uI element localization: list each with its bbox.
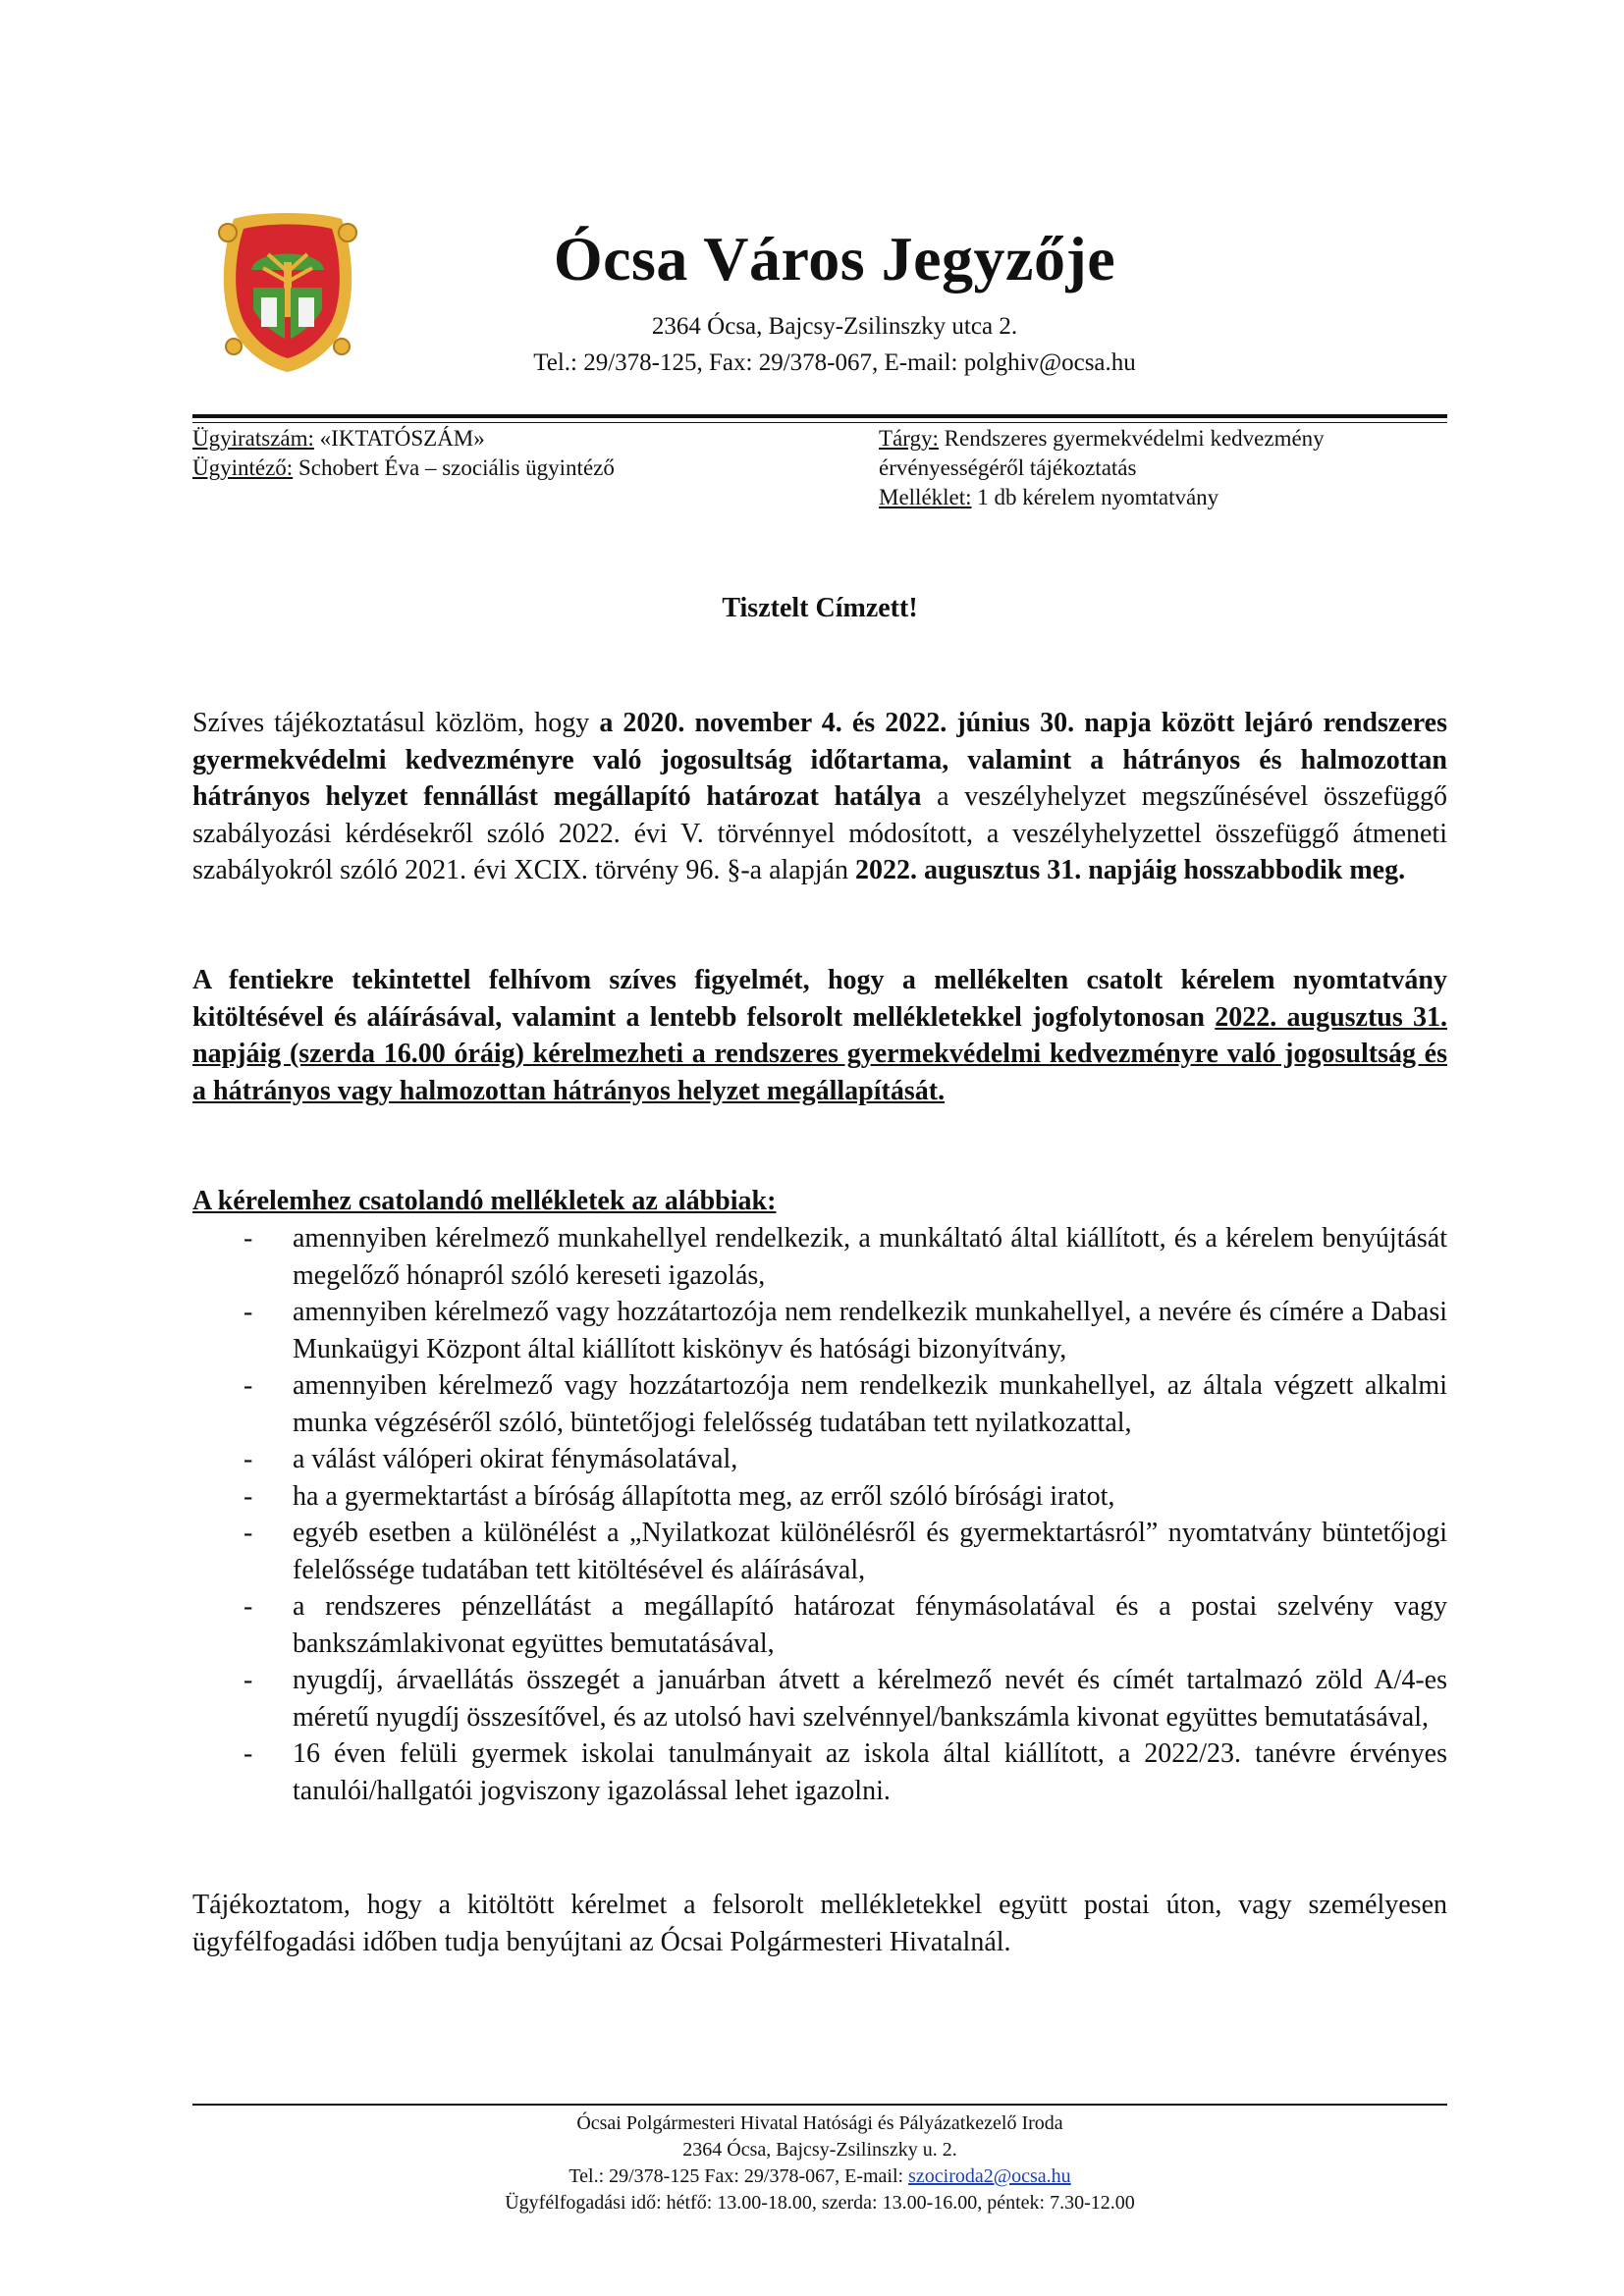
paragraph-request-text: A fentiekre tekintettel felhívom szíves figyelmét, hogy a mellékelten csatolt kérelem nyomtatvány kitöltésével és aláírásával, valamint a lentebb felsorolt mellékletekkel jogfolytonosan — [192, 965, 1447, 1033]
list-item — [192, 1367, 1447, 1441]
case-officer-line — [192, 454, 801, 483]
list-item-text: amennyiben kérelmező vagy hozzátartozója nem rendelkezik munkahellyel, az általa végzett alkalmi munka végzéséről szóló, büntetőjogi felelősség tudatában tett nyilatkozattal, — [293, 1370, 1447, 1438]
list-item — [192, 1735, 1447, 1809]
list-bullet: - — [244, 1297, 253, 1327]
footer-contact-text: Tel.: 29/378-125 Fax: 29/378-067, E-mail: — [568, 2165, 909, 2187]
paragraph-request-deadline: 2022. augusztus 31. napjáig (szerda 16.00 óráig) kérelmezheti a rendszeres gyermekvédelmi kedvezményre való jogosultság és a hátrányos vagy halmozottan hátrányos helyzet megállapítását. — [192, 1001, 1448, 1106]
list-item-text: egyéb esetben a különélést a „Nyilatkozat különélésről és gyermektartásról” nyomtatvány büntetőjogi felelőssége tudatában tett kitöltésével és aláírásával, — [293, 1518, 1447, 1585]
header-divider-thick — [192, 414, 1447, 418]
footer-office-hours: Ügyfélfogadási idő: hétfő: 13.00-18.00, szerda: 13.00-16.00, péntek: 7.30-12.00 — [505, 2192, 1135, 2214]
list-item — [192, 1220, 1447, 1294]
list-item — [192, 1662, 1447, 1735]
paragraph-request — [192, 962, 1447, 1109]
list-item-text: a válást válóperi okirat fénymásolatával, — [293, 1444, 738, 1474]
list-bullet: - — [244, 1518, 253, 1548]
list-item-text: amennyiben kérelmező munkahellyel rendelkezik, a munkáltató által kiállított, és a kérelem benyújtását megelőző hónapról szóló kereseti igazolás, — [293, 1223, 1447, 1291]
issuer-address: 2364 Ócsa, Bajcsy-Zsilinszky utca 2. — [651, 313, 1018, 340]
list-bullet: - — [244, 1591, 253, 1622]
list-item — [192, 1515, 1447, 1588]
case-number-value: «IKTATÓSZÁM» — [313, 426, 485, 451]
header-divider-thin — [192, 422, 1447, 423]
paragraph-intro — [192, 705, 1447, 889]
paragraph-intro-bold-2: 2022. augusztus 31. napjáig hosszabbodik meg. — [854, 855, 1406, 885]
issuer-title: Ócsa Város Jegyzője — [553, 224, 1116, 294]
case-number-label: Ügyiratszám: — [192, 426, 314, 451]
paragraph-intro-bold-1: a 2020. november 4. és 2022. június 30. napja között lejáró rendszeres gyermekvédelmi kedvezményre való jogosultság időtartama, valamint a hátrányos és halmozottan hátrányos helyzet fennállást megállapító határozat hatálya — [192, 708, 1447, 812]
paragraph-intro-text-1: Szíves tájékoztatásul közlöm, hogy — [192, 708, 600, 738]
footer — [192, 2110, 1447, 2216]
list-item-text: 16 éven felüli gyermek iskolai tanulmányait az iskola által kiállított, a 2022/23. tanévre érvényes tanulói/hallgatói jogviszony igazolással lehet igazolni. — [293, 1738, 1447, 1806]
list-bullet: - — [244, 1444, 253, 1474]
enclosure-label: Melléklet: — [879, 485, 972, 509]
case-officer-value: Schobert Éva – szociális ügyintéző — [293, 455, 615, 480]
list-item — [192, 1478, 1447, 1516]
enclosure-line — [879, 483, 1448, 512]
list-item-text: ha a gyermektartást a bíróság állapította meg, az erről szóló bírósági iratot, — [293, 1480, 1115, 1512]
subject-value-1: Rendszeres gyermekvédelmi kedvezmény — [938, 426, 1325, 451]
case-meta-right — [879, 424, 1448, 512]
list-bullet: - — [244, 1223, 253, 1254]
subject-line — [879, 424, 1448, 454]
list-item-text: amennyiben kérelmező vagy hozzátartozója nem rendelkezik munkahellyel, a nevére és címére a Dabasi Munkaügyi Központ által kiállított kiskönyv és hatósági bizonyítvány, — [293, 1297, 1447, 1364]
footer-office: Ócsai Polgármesteri Hivatal Hatósági és Pályázatkezelő Iroda — [576, 2112, 1063, 2134]
issuer-contact: Tel.: 29/378-125, Fax: 29/378-067, E-mail: polghiv@ocsa.hu — [533, 349, 1136, 376]
footer-contact — [192, 2163, 1447, 2190]
salutation: Tisztelt Címzett! — [722, 593, 918, 623]
list-item — [192, 1294, 1447, 1367]
list-item-text: a rendszeres pénzellátást a megállapító határozat fénymásolatával és a postai szelvény vagy bankszámlakivonat együttes bemutatásával, — [293, 1591, 1447, 1659]
list-item-text: nyugdíj, árvaellátás összegét a januárban átvett a kérelmező nevét és címét tartalmazó zöld A/4-es méretű nyugdíj összesítővel, és az utolsó havi szelvénnyel/bankszámla kivonat együttes bemutatásával, — [293, 1665, 1447, 1733]
list-bullet: - — [244, 1738, 253, 1769]
enclosure-value: 1 db kérelem nyomtatvány — [971, 485, 1219, 509]
footer-email-link[interactable]: szociroda2@ocsa.hu — [908, 2165, 1071, 2187]
paragraph-intro-text-2: a veszélyhelyzet megszűnésével összefüggő szabályozási kérdésekről szóló 2022. évi V. törvénnyel módosított, a veszélyhelyzettel összefüggő átmeneti szabályokról szóló 2021. évi XCIX. törvény 96. §-a alapján — [192, 781, 1447, 885]
subject-label: Tárgy: — [879, 426, 939, 451]
footer-address: 2364 Ócsa, Bajcsy-Zsilinszky u. 2. — [682, 2139, 957, 2161]
case-officer-label: Ügyintéző: — [192, 455, 294, 480]
list-bullet: - — [244, 1480, 253, 1512]
attachments-list — [192, 1220, 1447, 1809]
case-number-line — [192, 424, 801, 454]
case-meta-left — [192, 424, 801, 483]
list-bullet: - — [244, 1665, 253, 1695]
list-item — [192, 1588, 1447, 1662]
attachments-title: A kérelemhez csatolandó mellékletek az alábbiak: — [192, 1186, 777, 1216]
coat-of-arms-logo — [214, 211, 361, 373]
list-item — [192, 1441, 1447, 1478]
footer-divider — [192, 2104, 1447, 2106]
subject-line-2: érvényességéről tájékoztatás — [879, 455, 1137, 480]
list-bullet: - — [244, 1370, 253, 1401]
paragraph-submission: Tájékoztatom, hogy a kitöltött kérelmet a felsorolt mellékletekkel együtt postai úton, vagy személyesen ügyfélfogadási időben tudja benyújtani az Ócsai Polgármesteri Hivatalnál. — [192, 1890, 1447, 1957]
